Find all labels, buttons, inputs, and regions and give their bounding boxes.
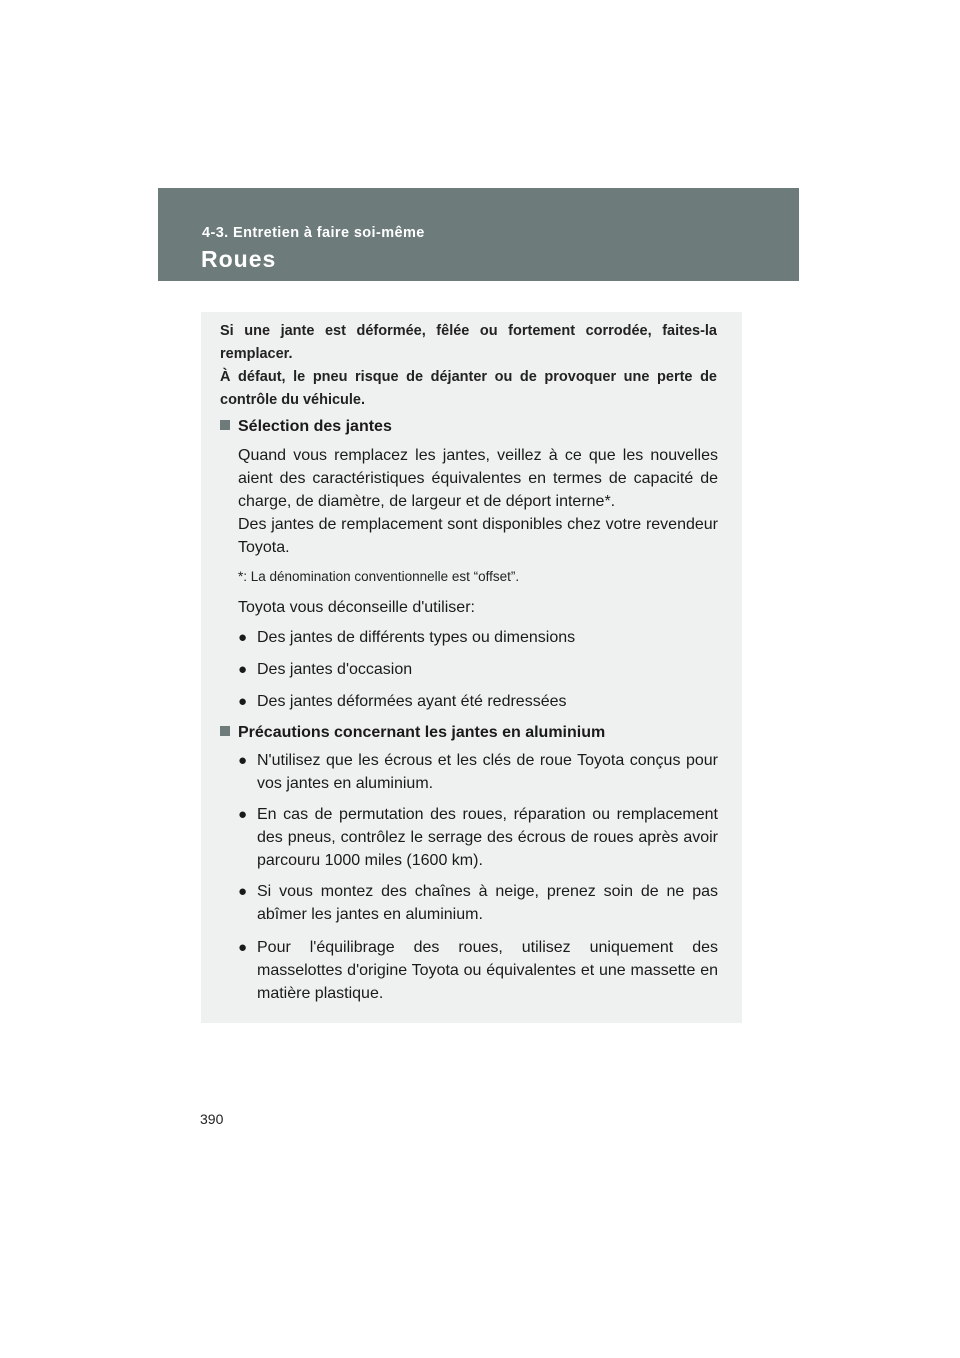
list-item bbox=[238, 690, 718, 713]
aluminum-heading-text: Précautions concernant les jantes en aluminium bbox=[238, 724, 606, 741]
wheel-selection-heading bbox=[220, 418, 392, 436]
caution-panel bbox=[201, 312, 742, 1023]
list-item-text: En cas de permutation des roues, réparation ou remplacement des pneus, contrôlez le serrage des écrous de roues après avoir parcouru 1000 miles (1600 km). bbox=[257, 806, 718, 869]
bullet-dot-icon: ● bbox=[238, 939, 248, 956]
list-item bbox=[238, 658, 718, 681]
list-item-text: Des jantes de différents types ou dimensions bbox=[257, 629, 576, 646]
square-bullet-icon bbox=[220, 420, 230, 430]
wheel-selection-paragraph-2: Des jantes de remplacement sont disponibles chez votre revendeur Toyota. bbox=[238, 516, 718, 556]
list-item-text: Si vous montez des chaînes à neige, prenez soin de ne pas abîmer les jantes en aluminium. bbox=[257, 883, 718, 923]
chapter-header bbox=[158, 188, 799, 281]
list-item-text: Pour l'équilibrage des roues, utilisez uniquement des masselottes d'origine Toyota ou équivalentes et une massette en matière plastique. bbox=[257, 939, 718, 1002]
intro-line-2: À défaut, le pneu risque de déjanter ou de provoquer une perte de contrôle du véhicule. bbox=[220, 369, 717, 408]
list-item-text: N'utilisez que les écrous et les clés de roue Toyota conçus pour vos jantes en aluminium. bbox=[257, 752, 718, 792]
square-bullet-icon bbox=[220, 726, 230, 736]
list-item bbox=[238, 803, 718, 872]
section-label: 4-3. Entretien à faire soi-même bbox=[202, 225, 425, 241]
bullet-dot-icon: ● bbox=[238, 752, 248, 769]
list-item-text: Des jantes d'occasion bbox=[257, 661, 413, 678]
bullet-dot-icon: ● bbox=[238, 693, 248, 710]
list-item-text: Des jantes déformées ayant été redressées bbox=[257, 693, 567, 710]
wheel-selection-paragraph-1: Quand vous remplacez les jantes, veillez à ce que les nouvelles aient des caractéristiques équivalentes en termes de capacité de charge, de diamètre, de largeur et de déport interne*. bbox=[238, 447, 718, 510]
intro-line-1: Si une jante est déformée, fêlée ou fortement corrodée, faites-la remplacer. bbox=[220, 323, 717, 362]
list-item bbox=[238, 626, 718, 649]
list-item bbox=[238, 749, 718, 795]
offset-footnote: *: La dénomination conventionnelle est “offset”. bbox=[238, 569, 520, 584]
bullet-dot-icon: ● bbox=[238, 883, 248, 900]
list-item bbox=[238, 936, 718, 1005]
bullet-dot-icon: ● bbox=[238, 806, 248, 823]
wheel-selection-text bbox=[238, 444, 718, 559]
intro-warning bbox=[220, 320, 717, 412]
advice-text: Toyota vous déconseille d'utiliser: bbox=[238, 599, 475, 616]
bullet-dot-icon: ● bbox=[238, 661, 248, 678]
bullet-dot-icon: ● bbox=[238, 629, 248, 646]
page-title: Roues bbox=[201, 246, 277, 272]
aluminum-heading bbox=[220, 724, 605, 742]
page-number: 390 bbox=[200, 1111, 224, 1127]
wheel-selection-heading-text: Sélection des jantes bbox=[238, 418, 392, 435]
list-item bbox=[238, 880, 718, 926]
